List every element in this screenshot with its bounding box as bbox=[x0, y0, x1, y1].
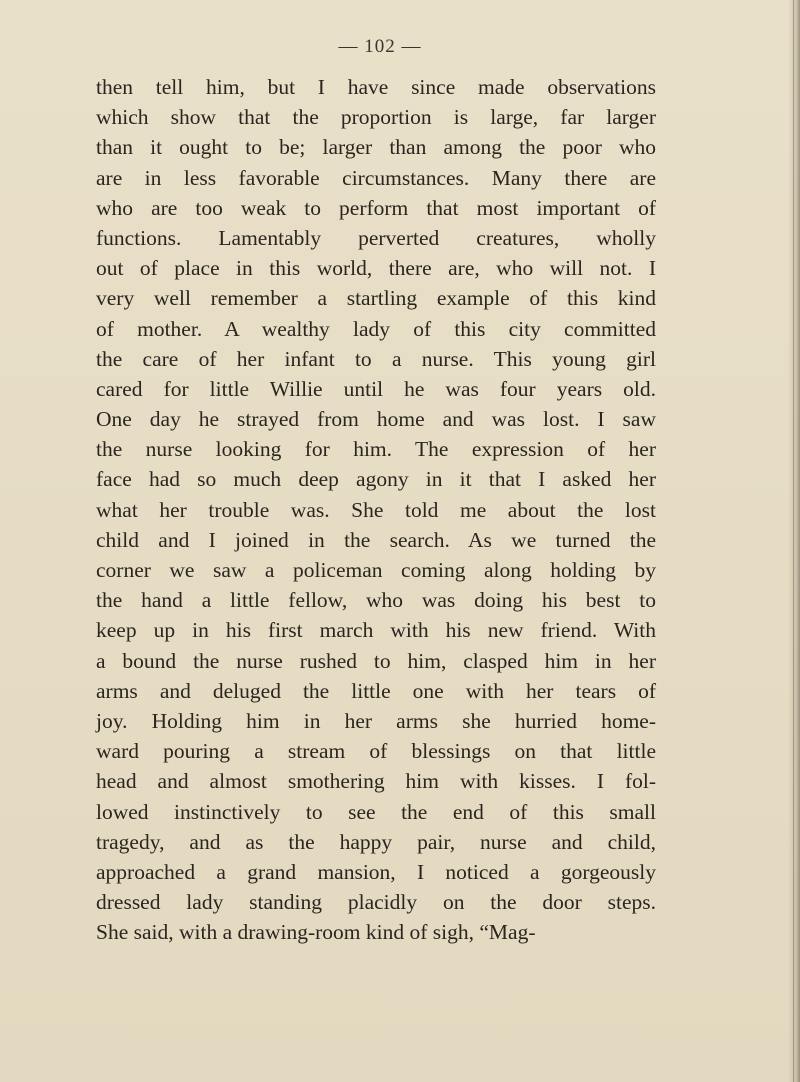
text-line: ward pouring a stream of blessings on that little bbox=[96, 739, 656, 764]
text-line: the nurse looking for him. The expression of her bbox=[96, 437, 656, 462]
text-line: of mother. A wealthy lady of this city committed bbox=[96, 316, 656, 341]
text-line: what her trouble was. She told me about the lost bbox=[96, 497, 656, 522]
text-line: She said, with a drawing-room kind of sigh, “Mag- bbox=[96, 920, 536, 945]
text-line: out of place in this world, there are, who will not. I bbox=[96, 256, 656, 281]
text-line: the hand a little fellow, who was doing his best to bbox=[96, 588, 656, 613]
text-line: then tell him, but I have since made observations bbox=[96, 75, 656, 99]
text-line: a bound the nurse rushed to him, clasped him in her bbox=[96, 648, 656, 673]
text-line: functions. Lamentably perverted creatures, wholly bbox=[96, 225, 656, 250]
text-line: approached a grand mansion, I noticed a gorgeously bbox=[96, 859, 656, 884]
text-line: arms and deluged the little one with her tears of bbox=[96, 678, 656, 703]
text-line: which show that the proportion is large, far larger bbox=[96, 105, 656, 130]
text-line: corner we saw a policeman coming along holding by bbox=[96, 558, 656, 582]
text-line: One day he strayed from home and was lost. I saw bbox=[96, 407, 656, 432]
text-line: are in less favorable circumstances. Many there are bbox=[96, 165, 656, 190]
text-line: than it ought to be; larger than among the poor who bbox=[96, 135, 656, 160]
text-line: face had so much deep agony in it that I asked her bbox=[96, 467, 656, 492]
text-line: keep up in his first march with his new friend. With bbox=[96, 618, 656, 643]
text-line: joy. Holding him in her arms she hurried home- bbox=[96, 708, 656, 733]
text-line: the care of her infant to a nurse. This young girl bbox=[96, 346, 656, 371]
body-text bbox=[96, 72, 656, 947]
text-line: who are too weak to perform that most important of bbox=[96, 195, 656, 220]
text-line: very well remember a startling example of this kind bbox=[96, 286, 656, 311]
text-line: child and I joined in the search. As we turned the bbox=[96, 527, 656, 552]
page-edge-shadow bbox=[788, 0, 800, 1082]
text-line: cared for little Willie until he was four years old. bbox=[96, 376, 656, 401]
text-line: lowed instinctively to see the end of this small bbox=[96, 799, 656, 824]
text-line: head and almost smothering him with kisses. I fol- bbox=[96, 769, 656, 794]
page-number: — 102 — bbox=[338, 36, 422, 57]
text-line: tragedy, and as the happy pair, nurse and child, bbox=[96, 829, 656, 854]
text-line: dressed lady standing placidly on the door steps. bbox=[96, 890, 656, 915]
